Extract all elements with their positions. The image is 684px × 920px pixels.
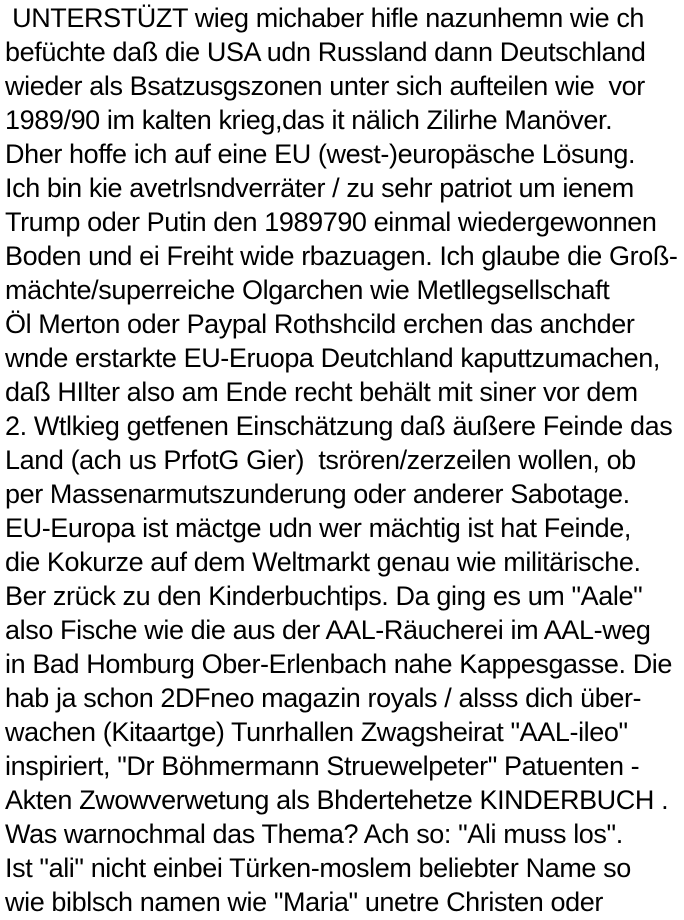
text-line: also Fische wie die aus der AAL-Räucherei im AAL-weg xyxy=(5,615,651,645)
text-line: Ber zrück zu den Kinderbuchtips. Da ging es um "Aale" xyxy=(5,581,643,611)
text-line: daß HIlter also am Ende recht behält mit siner vor dem xyxy=(5,377,638,407)
text-line: Ist "ali" nicht einbei Türken-moslem beliebter Name so xyxy=(5,853,631,883)
text-line: wnde erstarkte EU-Eruopa Deutchland kaputtzumachen, xyxy=(5,343,660,373)
text-line: die Kokurze auf dem Weltmarkt genau wie militärische. xyxy=(5,547,641,577)
text-line: UNTERSTÜZT wieg michaber hifle nazunhemn wie ch xyxy=(5,3,645,33)
text-line: in Bad Homburg Ober-Erlenbach nahe Kappesgasse. Die xyxy=(5,649,673,679)
text-line: wie biblsch namen wie "Maria" unetre Christen oder xyxy=(5,887,603,917)
text-line: Land (ach us PrfotG Gier) tsrören/zerzeilen wollen, ob xyxy=(5,445,636,475)
text-line: EU-Europa ist mäctge udn wer mächtig ist hat Feinde, xyxy=(5,513,632,543)
text-line: 2. Wtlkieg getfenen Einschätzung daß äußere Feinde das xyxy=(5,411,673,441)
text-line: Trump oder Putin den 1989790 einmal wiedergewonnen xyxy=(5,207,657,237)
text-line: Was warnochmal das Thema? Ach so: "Ali muss los". xyxy=(5,819,623,849)
text-line: Ich bin kie avetrlsndverräter / zu sehr patriot um ienem xyxy=(5,173,634,203)
text-line: mächte/superreiche Olgarchen wie Metllegsellschaft xyxy=(5,275,610,305)
text-line: Boden und ei Freiht wide rbazuagen. Ich glaube die Groß- xyxy=(5,241,678,271)
text-line: hab ja schon 2DFneo magazin royals / alsss dich über- xyxy=(5,683,642,713)
text-line: Öl Merton oder Paypal Rothshcild erchen das anchder xyxy=(5,309,635,339)
text-line: Dher hoffe ich auf eine EU (west-)europäsche Lösung. xyxy=(5,139,636,169)
text-line: Akten Zwowverwetung als Bhdertehetze KINDERBUCH . xyxy=(5,785,669,815)
text-line: 1989/90 im kalten krieg,das it nälich Zilirhe Manöver. xyxy=(5,105,613,135)
text-line: per Massenarmutszunderung oder anderer Sabotage. xyxy=(5,479,630,509)
text-line: befüchte daß die USA udn Russland dann Deutschland xyxy=(5,37,646,67)
text-line: wieder als Bsatzusgszonen unter sich aufteilen wie vor xyxy=(5,71,645,101)
text-line: wachen (Kitaartge) Tunrhallen Zwagsheirat "AAL-ileo" xyxy=(5,717,628,747)
text-line: inspiriert, "Dr Böhmermann Struewelpeter" Patuenten - xyxy=(5,751,640,781)
